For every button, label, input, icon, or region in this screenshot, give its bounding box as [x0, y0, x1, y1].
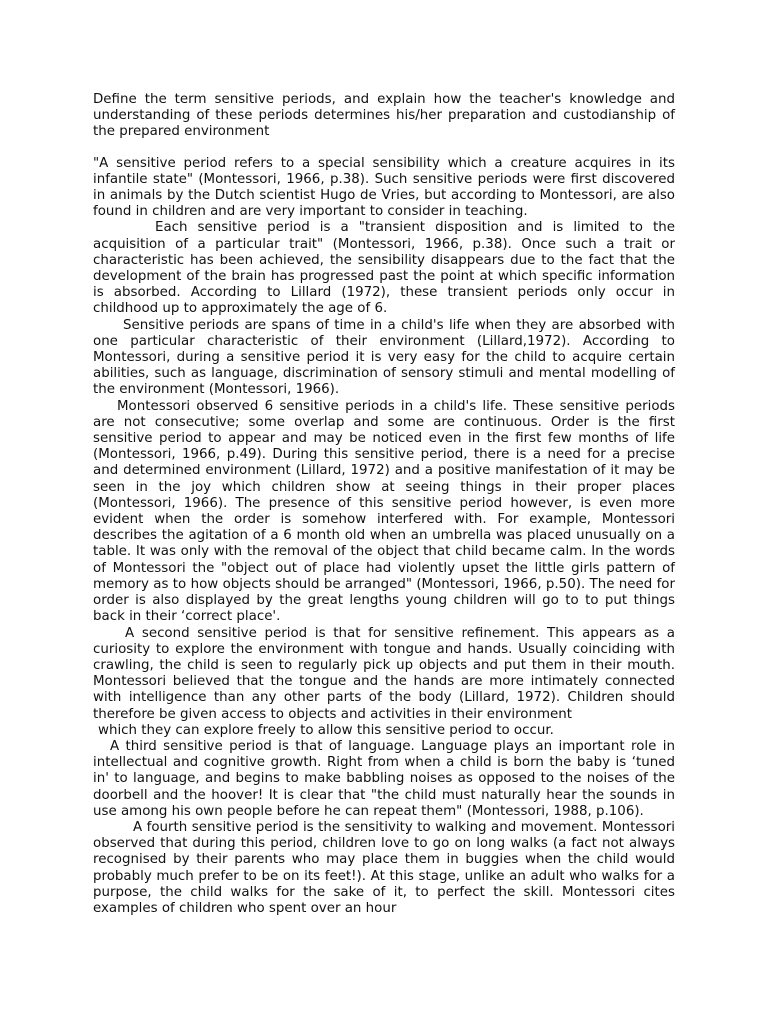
paragraph-transient-disposition: Each sensitive period is a "transient disposition and is limited to the acquisition of a particular trait" (Montessori, 1966, p.38). Once such a trait or characteristic has been achieved, the sensibility disappears due to the fact that the development of the brain has progressed past the point at which specific information is absorbed. According to Lillard (1972), these transient periods only occur in childhood up to approximately the age of 6.	[93, 220, 675, 317]
paragraph-language: A third sensitive period is that of language. Language plays an important role in intellectual and cognitive growth. Right from when a child is born the baby is ‘tuned in' to language, and begins to make babbling noises as opposed to the noises of the doorbell and the hoover! It is clear that "the child must naturally hear the sounds in use among his own people before he can repeat them" (Montessori, 1988, p.106).	[93, 738, 675, 819]
paragraph-refinement-continuation: which they can explore freely to allow this sensitive period to occur.	[98, 722, 554, 738]
paragraph-sensitive-period-definition: "A sensitive period refers to a special sensibility which a creature acquires in its infantile state" (Montessori, 1966, p.38). Such sensitive periods were first discovered in animals by the Dutch scientist Hugo de Vries, but according to Montessori, are also found in children and are very important to consider in teaching.	[93, 155, 675, 220]
essay-question: Define the term sensitive periods, and explain how the teacher's knowledge and understanding of these periods determines his/her preparation and custodianship of the prepared environment	[93, 92, 675, 140]
paragraph-sensitive-refinement: A second sensitive period is that for sensitive refinement. This appears as a curiosity to explore the environment with tongue and hands. Usually coinciding with crawling, the child is seen to regularly pick up objects and put them in their mouth. Montessori believed that the tongue and the hands are more intimately connected with intelligence than any other parts of the body (Lillard, 1972). Children should therefore be given access to objects and activities in their environment	[93, 625, 675, 722]
paragraph-order: Montessori observed 6 sensitive periods in a child's life. These sensitive periods are not consecutive; some overlap and some are continuous. Order is the first sensitive period to appear and may be noticed even in the first few months of life (Montessori, 1966, p.49). During this sensitive period, there is a need for a precise and determined environment (Lillard, 1972) and a positive manifestation of it may be seen in the joy which children show at seeing things in their proper places (Montessori, 1966). The presence of this sensitive period however, is even more evident when the order is somehow interfered with. For example, Montessori describes the agitation of a 6 month old when an umbrella was placed unusually on a table. It was only with the removal of the object that child became calm. In the words of Montessori the "object out of place had violently upset the little girls pattern of memory as to how objects should be arranged" (Montessori, 1966, p.50). The need for order is also displayed by the great lengths young children will go to to put things back in their ‘correct place'.	[93, 398, 675, 625]
paragraph-walking-movement: A fourth sensitive period is the sensitivity to walking and movement. Montessori observed that during this period, children love to go on long walks (a fact not always recognised by their parents who may place them in buggies when the child would probably much prefer to be on its feet!). At this stage, unlike an adult who walks for a purpose, the child walks for the sake of it, to perfect the skill. Montessori cites examples of children who spent over an hour	[93, 819, 675, 916]
paragraph-spans-of-time: Sensitive periods are spans of time in a child's life when they are absorbed with one particular characteristic of their environment (Lillard,1972). According to Montessori, during a sensitive period it is very easy for the child to acquire certain abilities, such as language, discrimination of sensory stimuli and mental modelling of the environment (Montessori, 1966).	[93, 317, 675, 398]
document-page	[93, 92, 675, 917]
